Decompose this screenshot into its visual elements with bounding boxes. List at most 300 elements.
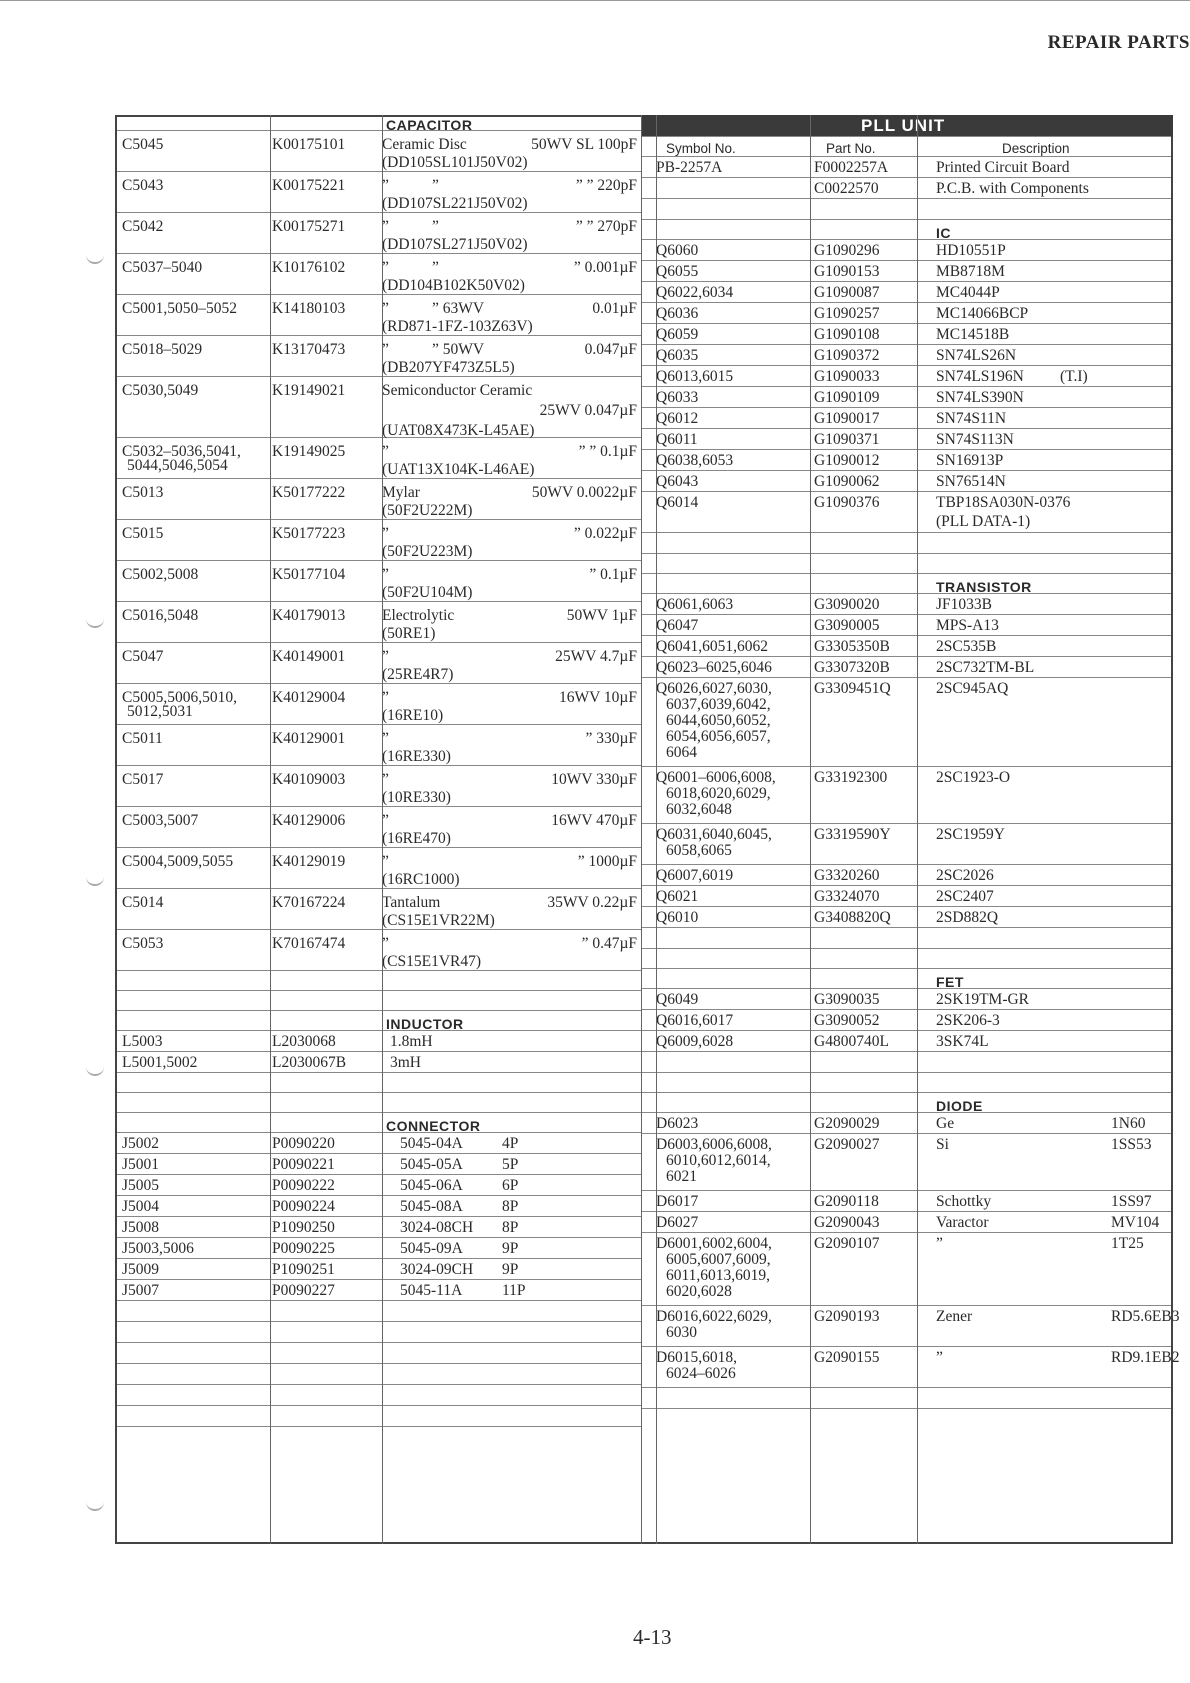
symbol-no: D6023 — [656, 1115, 699, 1132]
symbol-no: Q6026,6027,6030, — [656, 680, 772, 697]
part-no: K40149001 — [272, 648, 346, 665]
part-no: P0090227 — [272, 1282, 335, 1299]
description: SN76514N — [936, 473, 1006, 490]
part-no: G4800740L — [814, 1033, 889, 1050]
blank-row — [117, 1385, 641, 1406]
description: Ge — [936, 1115, 955, 1132]
note: (T.I) — [1060, 368, 1088, 385]
description: Schottky — [936, 1193, 992, 1210]
part-no: G3324070 — [814, 888, 880, 905]
section-header-row — [641, 969, 1171, 989]
symbol-no-cont: 5044,5046,5054 — [127, 457, 228, 474]
symbol-no-cont: 6032,6048 — [666, 801, 732, 818]
blank-row — [117, 1322, 641, 1343]
section-header-row — [117, 117, 641, 131]
description: ” — [382, 259, 389, 276]
pin-count: 4P — [502, 1135, 519, 1152]
section-header-row — [641, 574, 1171, 594]
type-code: (16RE10) — [382, 707, 444, 724]
connector-row — [117, 1217, 641, 1238]
type-code: (50RE1) — [382, 625, 436, 642]
description-cont: (PLL DATA-1) — [936, 513, 1031, 530]
symbol-no: C5053 — [122, 935, 164, 952]
part-no: P0090225 — [272, 1240, 335, 1257]
type-code: (UAT08X473K-L45AE) — [382, 422, 535, 439]
column-divider — [382, 115, 383, 1544]
diode-row — [641, 1347, 1180, 1388]
type-code: (DB207YF473Z5L5) — [382, 359, 515, 376]
transistor-row — [641, 886, 1171, 907]
page-header: REPAIR PARTS — [1047, 32, 1190, 53]
pin-count: 9P — [502, 1261, 519, 1278]
connector-row — [117, 1196, 641, 1217]
description: ” — [382, 177, 389, 194]
description: 5045-08A — [400, 1198, 463, 1215]
description: 2SC1923-O — [936, 769, 1011, 786]
symbol-no-cont: 6030 — [666, 1324, 697, 1341]
ic-section-title: IC — [936, 225, 951, 241]
part-no: G2090043 — [814, 1214, 880, 1231]
capacitor-row — [117, 254, 641, 295]
connector-row — [117, 1280, 641, 1301]
symbol-no: C5017 — [122, 771, 164, 788]
symbol-no: J5003,5006 — [122, 1240, 194, 1257]
description: ” — [432, 218, 439, 235]
symbol-no: C5016,5048 — [122, 607, 199, 624]
part-no: G1090257 — [814, 305, 880, 322]
type-code: (25RE4R7) — [382, 666, 454, 683]
description: SN74LS390N — [936, 389, 1024, 406]
blank-row — [641, 533, 1171, 554]
description: SN74LS26N — [936, 347, 1017, 364]
description: 5045-04A — [400, 1135, 463, 1152]
transistor-row — [641, 615, 1171, 636]
part-no-header: Part No. — [826, 141, 876, 156]
description: ” — [432, 177, 439, 194]
part-no: P1090250 — [272, 1219, 335, 1236]
symbol-no: D6001,6002,6004, — [656, 1235, 772, 1252]
symbol-no: D6003,6006,6008, — [656, 1136, 772, 1153]
ic-row — [641, 471, 1171, 492]
type-no: 1N60 — [1111, 1115, 1146, 1132]
part-no: G1090062 — [814, 473, 880, 490]
description: 2SC2407 — [936, 888, 994, 905]
column-divider — [270, 115, 271, 1544]
description: ” 63WV — [432, 300, 485, 317]
symbol-no: Q6021 — [656, 888, 699, 905]
type-code: (DD105SL101J50V02) — [382, 154, 528, 171]
description: SN16913P — [936, 452, 1004, 469]
connector-row — [117, 1154, 641, 1175]
symbol-no: Q6038,6053 — [656, 452, 734, 469]
description: Zener — [936, 1308, 973, 1325]
pll-unit-title: PLL UNIT — [641, 115, 1173, 137]
description: SN74LS196N — [936, 368, 1024, 385]
part-no: G3309451Q — [814, 680, 891, 697]
symbol-no: C5011 — [122, 730, 163, 747]
symbol-no: Q6043 — [656, 473, 699, 490]
symbol-no: L5003 — [122, 1033, 163, 1050]
part-no: K50177104 — [272, 566, 346, 583]
description: Ceramic Disc — [382, 136, 467, 153]
symbol-no: D6017 — [656, 1193, 699, 1210]
symbol-no: J5005 — [122, 1177, 160, 1194]
symbol-no: C5014 — [122, 894, 164, 911]
description: Semiconductor Ceramic — [382, 382, 533, 399]
type-code: (DD107SL271J50V02) — [382, 236, 528, 253]
symbol-no: Q6031,6040,6045, — [656, 826, 772, 843]
diode-section-title: DIODE — [936, 1098, 983, 1114]
column-divider — [917, 115, 918, 1544]
pin-count: 9P — [502, 1240, 519, 1257]
description: ” — [382, 525, 389, 542]
capacitor-row — [117, 295, 641, 336]
symbol-no-cont: 6018,6020,6029, — [666, 785, 771, 802]
capacitor-section-title: CAPACITOR — [386, 117, 473, 133]
page-number: 4-13 — [633, 1625, 672, 1649]
fet-section-title: FET — [936, 974, 964, 990]
capacitor-row — [117, 602, 641, 643]
symbol-no: D6015,6018, — [656, 1349, 737, 1366]
symbol-no: C5001,5050–5052 — [122, 300, 237, 317]
symbol-no: J5009 — [122, 1261, 160, 1278]
type-no: RD9.1EB2 — [1111, 1349, 1180, 1366]
description: JF1033B — [936, 596, 992, 613]
part-no: C0022570 — [814, 180, 879, 197]
type-code: (16RE330) — [382, 748, 451, 765]
part-no: G3090020 — [814, 596, 880, 613]
part-no: G1090012 — [814, 452, 880, 469]
type-no: RD5.6EB3 — [1111, 1308, 1180, 1325]
description: TBP18SA030N-0376 — [936, 494, 1071, 511]
left-parts-column — [117, 117, 641, 1427]
part-no: K50177222 — [272, 484, 346, 501]
symbol-no: Q6041,6051,6062 — [656, 638, 768, 655]
transistor-row — [641, 865, 1171, 886]
blank-row — [117, 1406, 641, 1427]
column-header-row — [641, 137, 1171, 157]
part-no: G33192300 — [814, 769, 888, 786]
connector-row — [117, 1259, 641, 1280]
description: 5045-05A — [400, 1156, 463, 1173]
symbol-no: C5045 — [122, 136, 164, 153]
description-header: Description — [1002, 141, 1070, 156]
symbol-no: C5015 — [122, 525, 164, 542]
blank-row — [117, 991, 641, 1011]
symbol-no: D6016,6022,6029, — [656, 1308, 772, 1325]
part-no: G1090371 — [814, 431, 880, 448]
description: ” — [382, 443, 389, 460]
type-code: (RD871-1FZ-103Z63V) — [382, 318, 533, 335]
description: 5045-06A — [400, 1177, 463, 1194]
part-no: G2090029 — [814, 1115, 880, 1132]
part-no: G3090005 — [814, 617, 880, 634]
rating: ” 0.47µF — [581, 935, 637, 952]
inductor-row — [117, 1052, 641, 1073]
symbol-no: J5004 — [122, 1198, 160, 1215]
symbol-no: C5047 — [122, 648, 164, 665]
symbol-no: C5018–5029 — [122, 341, 203, 358]
diode-row — [641, 1212, 1171, 1233]
symbol-no-cont: 6021 — [666, 1168, 697, 1185]
symbol-no: C5030,5049 — [122, 382, 199, 399]
rating: ” ” 0.1µF — [578, 443, 637, 460]
part-no: K13170473 — [272, 341, 346, 358]
capacitor-row — [117, 520, 641, 561]
rating: 0.047µF — [584, 341, 637, 358]
type-code: (16RE470) — [382, 830, 451, 847]
description: 3mH — [390, 1054, 421, 1071]
part-no: G1090109 — [814, 389, 880, 406]
symbol-no: J5007 — [122, 1282, 160, 1299]
symbol-no: Q6049 — [656, 991, 699, 1008]
symbol-no: Q6023–6025,6046 — [656, 659, 772, 676]
part-no: P0090221 — [272, 1156, 335, 1173]
part-no: K40129001 — [272, 730, 346, 747]
description: 3024-08CH — [400, 1219, 474, 1236]
pcb-row — [641, 157, 1171, 178]
ic-row — [641, 282, 1171, 303]
symbol-no-cont: 6011,6013,6019, — [666, 1267, 771, 1284]
description: ” 50WV — [432, 341, 485, 358]
type-code: (UAT13X104K-L46AE) — [382, 461, 535, 478]
blank-row — [641, 554, 1171, 574]
blank-row — [641, 1388, 1171, 1409]
symbol-no: Q6013,6015 — [656, 368, 734, 385]
ic-row — [641, 366, 1171, 387]
part-no: K19149025 — [272, 443, 346, 460]
type-code: (50F2U222M) — [382, 502, 473, 519]
pll-unit-column — [641, 117, 1180, 1409]
rating: 16WV 10µF — [559, 689, 637, 706]
symbol-no: C5032–5036,5041, — [122, 443, 241, 460]
symbol-no: Q6001–6006,6008, — [656, 769, 776, 786]
blank-row — [117, 1301, 641, 1322]
description: 2SC535B — [936, 638, 997, 655]
fet-row — [641, 1010, 1171, 1031]
symbol-no: Q6061,6063 — [656, 596, 734, 613]
description: HD10551P — [936, 242, 1006, 259]
part-no: L2030067B — [272, 1054, 347, 1071]
rating: ” ” 270pF — [575, 218, 637, 235]
description: ” — [382, 218, 389, 235]
description: 2SC1959Y — [936, 826, 1005, 843]
symbol-no: Q6060 — [656, 242, 699, 259]
fet-row — [641, 989, 1171, 1010]
capacitor-row — [117, 848, 641, 889]
description: ” — [382, 730, 389, 747]
part-no: K40129004 — [272, 689, 346, 706]
blank-row — [641, 949, 1171, 969]
symbol-no-cont: 6037,6039,6042, — [666, 696, 771, 713]
ic-row — [641, 429, 1171, 450]
type-code: (50F2U104M) — [382, 584, 473, 601]
rating: ” 330µF — [585, 730, 637, 747]
ic-row — [641, 408, 1171, 429]
part-no: K00175271 — [272, 218, 346, 235]
part-no: G2090027 — [814, 1136, 880, 1153]
symbol-no: Q6011 — [656, 431, 698, 448]
blank-row — [641, 928, 1171, 949]
ic-row — [641, 345, 1171, 366]
description: 1.8mH — [390, 1033, 433, 1050]
description: SN74S113N — [936, 431, 1014, 448]
inductor-section-title: INDUCTOR — [386, 1016, 464, 1032]
blank-row — [117, 1364, 641, 1385]
rating: 50WV 1µF — [566, 607, 637, 624]
symbol-no: Q6016,6017 — [656, 1012, 734, 1029]
rating: ” 0.1µF — [589, 566, 637, 583]
capacitor-row — [117, 131, 641, 172]
transistor-row — [641, 594, 1171, 615]
diode-row — [641, 1233, 1171, 1306]
top-rule — [0, 0, 1190, 1]
punch-hole-mark — [86, 1495, 104, 1511]
capacitor-row — [117, 684, 641, 725]
description: ” — [382, 812, 389, 829]
ic-row — [641, 387, 1171, 408]
section-header-row — [117, 1113, 641, 1133]
description: ” — [382, 648, 389, 665]
part-no: G2090193 — [814, 1308, 880, 1325]
column-divider — [810, 115, 811, 1544]
capacitor-row — [117, 766, 641, 807]
transistor-row — [641, 678, 1171, 767]
symbol-no-cont: 6005,6007,6009, — [666, 1251, 771, 1268]
part-no: K19149021 — [272, 382, 346, 399]
part-no: L2030068 — [272, 1033, 336, 1050]
rating: 10WV 330µF — [551, 771, 637, 788]
description: Tantalum — [382, 894, 441, 911]
capacitor-row — [117, 336, 641, 377]
part-no: K70167224 — [272, 894, 346, 911]
blank-row — [641, 1052, 1171, 1073]
type-code: (CS15E1VR22M) — [382, 912, 495, 929]
type-no: 1SS53 — [1111, 1136, 1152, 1153]
ic-row — [641, 450, 1171, 471]
capacitor-row — [117, 377, 641, 438]
description: 2SC732TM-BL — [936, 659, 1035, 676]
pcb-row — [641, 178, 1171, 199]
rating: ” 1000µF — [577, 853, 637, 870]
description: 2SD882Q — [936, 909, 999, 926]
description: 3024-09CH — [400, 1261, 474, 1278]
part-no: K50177223 — [272, 525, 346, 542]
description: ” — [936, 1349, 943, 1366]
transistor-row — [641, 907, 1171, 928]
description: Printed Circuit Board — [936, 159, 1070, 176]
transistor-section-title: TRANSISTOR — [936, 579, 1032, 595]
ic-row — [641, 324, 1171, 345]
part-no: G1090017 — [814, 410, 880, 427]
description: ” — [382, 771, 389, 788]
part-no: P1090251 — [272, 1261, 335, 1278]
transistor-row — [641, 767, 1171, 824]
capacitor-row — [117, 725, 641, 766]
description: 5045-11A — [400, 1282, 463, 1299]
symbol-no: Q6007,6019 — [656, 867, 734, 884]
diode-row — [641, 1134, 1171, 1191]
transistor-row — [641, 636, 1171, 657]
description: ” — [382, 566, 389, 583]
symbol-no: C5037–5040 — [122, 259, 203, 276]
capacitor-row — [117, 479, 641, 520]
blank-row — [641, 199, 1171, 220]
rating: ” ” 220pF — [575, 177, 637, 194]
part-no: G1090296 — [814, 242, 880, 259]
description: ” — [432, 259, 439, 276]
symbol-no: Q6033 — [656, 389, 699, 406]
symbol-no: L5001,5002 — [122, 1054, 198, 1071]
punch-hole-mark — [86, 612, 104, 628]
description: 2SC2026 — [936, 867, 994, 884]
description: Mylar — [382, 484, 420, 501]
part-no: P0090224 — [272, 1198, 335, 1215]
rating: ” 0.001µF — [573, 259, 637, 276]
part-no: K00175101 — [272, 136, 346, 153]
section-header-row — [641, 220, 1171, 240]
description: ” — [382, 689, 389, 706]
symbol-no: Q6012 — [656, 410, 699, 427]
ic-row — [641, 492, 1171, 533]
capacitor-row — [117, 172, 641, 213]
pin-count: 8P — [502, 1219, 519, 1236]
symbol-no-cont: 6054,6056,6057, — [666, 728, 771, 745]
type-no: 1T25 — [1111, 1235, 1144, 1252]
diode-row — [641, 1113, 1171, 1134]
part-no: G3320260 — [814, 867, 880, 884]
symbol-no: Q6055 — [656, 263, 699, 280]
symbol-no-cont: 6024–6026 — [666, 1365, 736, 1382]
diode-row — [641, 1191, 1171, 1212]
symbol-no: PB-2257A — [656, 159, 723, 176]
part-no: K40129006 — [272, 812, 346, 829]
symbol-no: Q6014 — [656, 494, 699, 511]
capacitor-row — [117, 930, 641, 971]
connector-row — [117, 1238, 641, 1259]
title-row — [641, 117, 1171, 137]
description: ” — [382, 853, 389, 870]
description: MPS-A13 — [936, 617, 999, 634]
part-no: G3090052 — [814, 1012, 880, 1029]
rating: ” 0.022µF — [573, 525, 637, 542]
capacitor-row — [117, 807, 641, 848]
symbol-no: C5005,5006,5010, — [122, 689, 237, 706]
ic-row — [641, 303, 1171, 324]
section-header-row — [641, 1093, 1171, 1113]
symbol-no-cont: 6044,6050,6052, — [666, 712, 771, 729]
description: 2SK19TM-GR — [936, 991, 1030, 1008]
part-no: G2090155 — [814, 1349, 880, 1366]
part-no: G3305350B — [814, 638, 890, 655]
rating: 0.01µF — [592, 300, 637, 317]
type-code: (CS15E1VR47) — [382, 953, 482, 970]
description: 3SK74L — [936, 1033, 989, 1050]
symbol-no: C5043 — [122, 177, 164, 194]
description: ” — [936, 1235, 943, 1252]
part-no: G3090035 — [814, 991, 880, 1008]
description: MC14066BCP — [936, 305, 1029, 322]
part-no: K40129019 — [272, 853, 346, 870]
symbol-no-cont: 6064 — [666, 744, 697, 761]
rating: 16WV 470µF — [551, 812, 637, 829]
rating: 50WV 0.0022µF — [531, 484, 637, 501]
fet-row — [641, 1031, 1171, 1052]
symbol-no: Q6036 — [656, 305, 699, 322]
symbol-no: D6027 — [656, 1214, 699, 1231]
description: SN74S11N — [936, 410, 1007, 427]
symbol-no-cont: 5012,5031 — [127, 703, 193, 720]
